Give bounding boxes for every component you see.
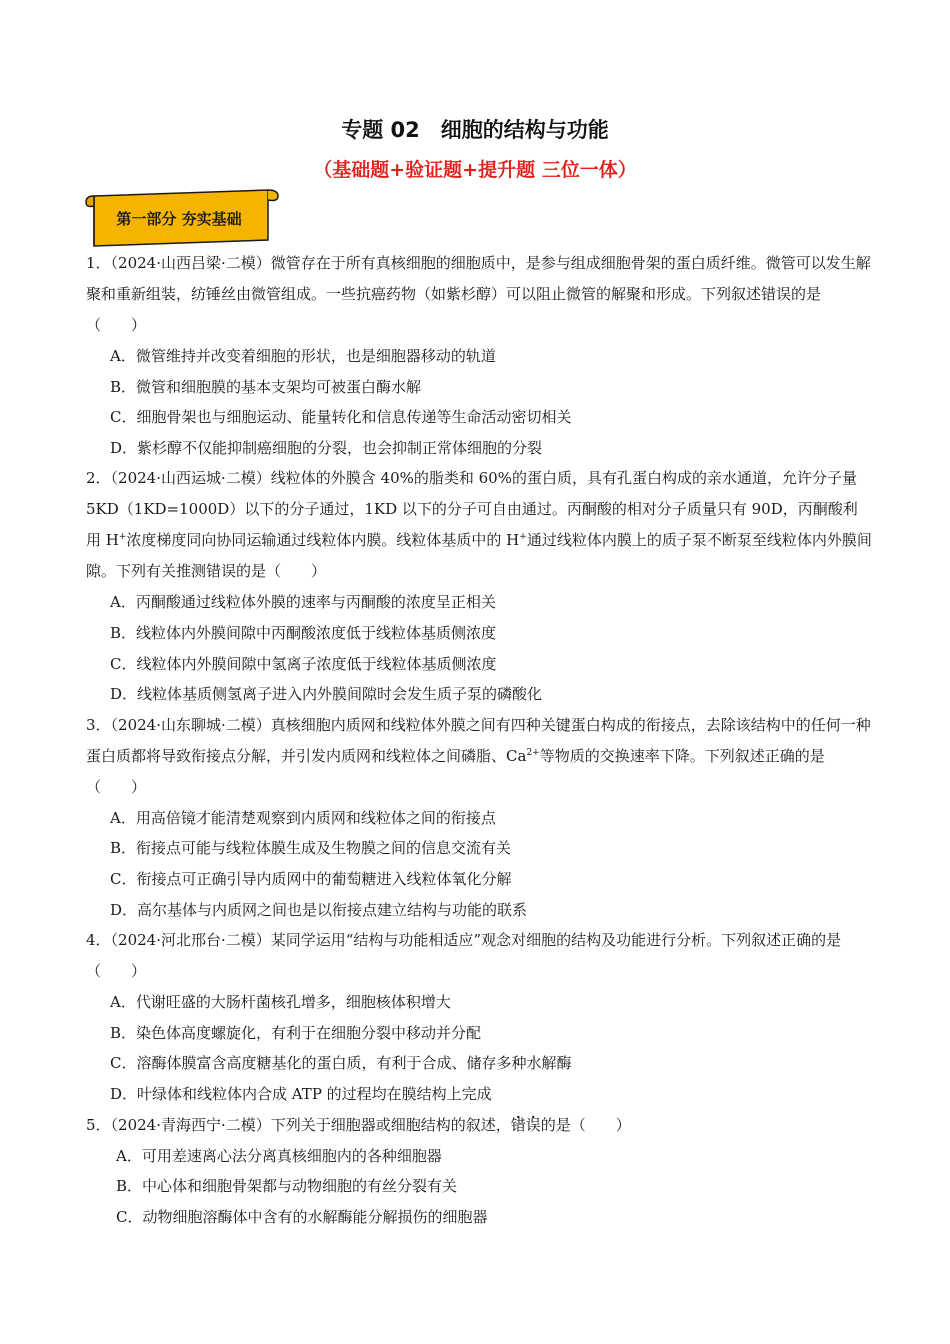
option-a: A．可用差速离心法分离真核细胞内的各种细胞器 [116,1146,442,1165]
option-a: A．微管维持并改变着细胞的形状，也是细胞器移动的轨道 [110,347,496,365]
option-b: B．衔接点可能与线粒体膜生成及生物膜之间的信息交流有关 [110,839,512,858]
page-title: 专题 02 细胞的结构与功能 [341,118,609,142]
option-c: C．动物细胞溶酶体中含有的水解酶能分解损伤的细胞器 [116,1207,488,1226]
option-a: A．用高倍镜才能清楚观察到内质网和线粒体之间的衔接点 [110,808,496,827]
option-d: D．线粒体基质侧氢离子进入内外膜间隙时会发生质子泵的磷酸化 [110,685,543,704]
option-d: D．叶绿体和线粒体内合成 ATP 的过程均在膜结构上完成 [110,1084,492,1103]
question-4 [86,925,872,1109]
option-d: D．紫杉醇不仅能抑制癌细胞的分裂，也会抑制正常体细胞的分裂 [110,438,543,457]
question-stem: 1．（2024·山西吕梁·二模）微管存在于所有真核细胞的细胞质中，是参与组成细胞骨架的蛋白质纤维。微管可以发生解聚和重新组装，纺锤丝由微管组成。一些抗癌药物（如紫杉醇）可以阻止微管的解聚和形成。下列叙述错误的是（ ） [86,254,871,334]
option-c: C．线粒体内外膜间隙中氢离子浓度低于线粒体基质侧浓度 [110,654,497,673]
question-stem: 4．（2024·河北邢台·二模）某同学运用“结构与功能相适应”观念对细胞的结构及功能进行分析。下列叙述正确的是（ ） [86,931,842,981]
question-stem: 3．（2024·山东聊城·二模）真核细胞内质网和线粒体外膜之间有四种关键蛋白构成的衔接点，去除该结构中的任何一种蛋白质都将导致衔接点分解，并引发内质网和线粒体之间磷脂、$Ca^{2+}$等物质的交换速率下降。下列叙述正确的是（ ） [86,715,871,796]
question-3 [86,710,872,925]
section-banner-label: 第一部分 夯实基础 [116,210,242,228]
option-d: D．高尔基体与内质网之间也是以衔接点建立结构与功能的联系 [110,900,528,919]
emphasis-char: 误 [525,1115,541,1134]
page-subtitle: （基础题+验证题+提升题 三位一体） [313,159,637,181]
option-b: B．染色体高度螺旋化，有利于在细胞分裂中移动并分配 [110,1023,482,1042]
option-c: C．衔接点可正确引导内质网中的葡萄糖进入线粒体氧化分解 [110,869,512,888]
section-banner [84,186,280,252]
option-b: B．线粒体内外膜间隙中丙酮酸浓度低于线粒体基质侧浓度 [110,623,497,642]
option-b: B．微管和细胞膜的基本支架均可被蛋白酶水解 [110,377,422,396]
emphasis-char: 错 [510,1115,526,1134]
option-b: B．中心体和细胞骨架都与动物细胞的有丝分裂有关 [116,1177,458,1196]
option-c: C．细胞骨架也与细胞运动、能量转化和信息传递等生命活动密切相关 [110,408,572,427]
question-list [86,248,872,1232]
option-a: A．丙酮酸通过线粒体外膜的速率与丙酮酸的浓度呈正相关 [110,593,496,612]
option-a: A．代谢旺盛的大肠杆菌核孔增多，细胞核体积增大 [110,993,451,1012]
question-2 [86,463,872,709]
question-stem: 2．（2024·山西运城·二模）线粒体的外膜含 40%的脂类和 60%的蛋白质，具有孔蛋白构成的亲水通道，允许分子量 5KD（1KD=1000D）以下的分子通过，1KD 以下的分子可自由通过。丙酮酸的相对分子质量只有 90D，丙酮酸利用 H+浓度梯度同向协同运输通过线粒体内膜。线粒体基质中的 H+通过线粒体内膜上的质子泵不断泵至线粒体内外膜间隙。下列有关推测错误的是（ ） [86,469,872,581]
question-stem: 5．（2024·青海西宁·二模）下列关于细胞器或细胞结构的叙述，错误的是（ ） [86,1115,631,1134]
question-5 [86,1110,872,1233]
option-c: C．溶酶体膜富含高度糖基化的蛋白质，有利于合成、储存多种水解酶 [110,1054,572,1073]
question-1 [86,248,872,463]
